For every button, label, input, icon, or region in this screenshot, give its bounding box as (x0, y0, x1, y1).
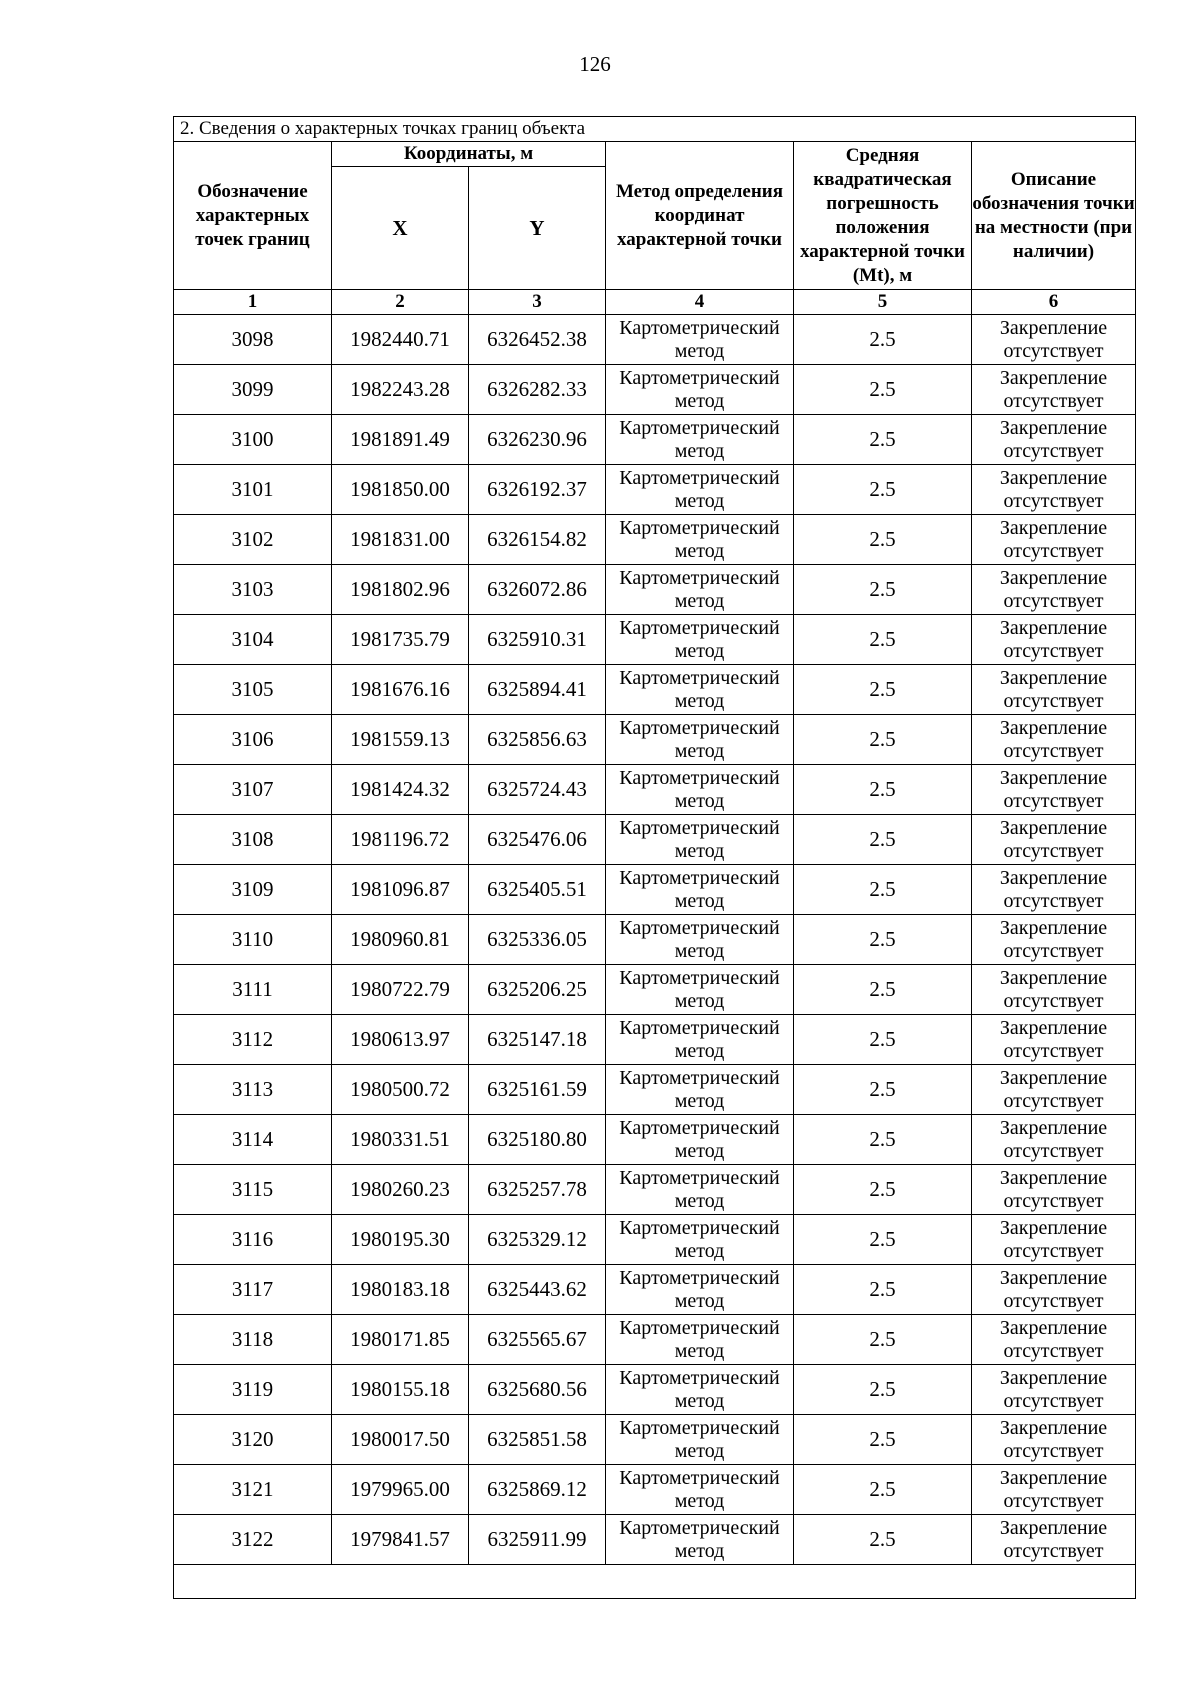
description-cell: Закрепление отсутствует (972, 1015, 1136, 1065)
error-cell: 2.5 (794, 1415, 972, 1465)
error-cell: 2.5 (794, 865, 972, 915)
point-cell: 3103 (174, 565, 332, 615)
point-cell: 3111 (174, 965, 332, 1015)
error-cell: 2.5 (794, 1065, 972, 1115)
y-coordinate-cell: 6325911.99 (469, 1515, 606, 1565)
y-coordinate-cell: 6325851.58 (469, 1415, 606, 1465)
method-cell: Картометрический метод (606, 365, 794, 415)
method-cell: Картометрический метод (606, 1465, 794, 1515)
y-coordinate-cell: 6326154.82 (469, 515, 606, 565)
method-cell: Картометрический метод (606, 1215, 794, 1265)
method-cell: Картометрический метод (606, 715, 794, 765)
table-row (174, 365, 1136, 415)
table-row (174, 1215, 1136, 1265)
method-cell: Картометрический метод (606, 965, 794, 1015)
description-cell: Закрепление отсутствует (972, 1315, 1136, 1365)
error-cell: 2.5 (794, 665, 972, 715)
y-coordinate-cell: 6326072.86 (469, 565, 606, 615)
point-cell: 3101 (174, 465, 332, 515)
y-coordinate-cell: 6325405.51 (469, 865, 606, 915)
error-cell: 2.5 (794, 965, 972, 1015)
table-row (174, 415, 1136, 465)
table-row (174, 315, 1136, 365)
method-cell: Картометрический метод (606, 1065, 794, 1115)
method-cell: Картометрический метод (606, 1415, 794, 1465)
header-error: Средняя квадратическая погрешность положения характерной точки (Mt), м (794, 142, 972, 290)
description-cell: Закрепление отсутствует (972, 1365, 1136, 1415)
y-coordinate-cell: 6325856.63 (469, 715, 606, 765)
error-cell: 2.5 (794, 565, 972, 615)
point-cell: 3121 (174, 1465, 332, 1515)
y-coordinate-cell: 6325476.06 (469, 815, 606, 865)
point-cell: 3112 (174, 1015, 332, 1065)
point-cell: 3100 (174, 415, 332, 465)
table-row (174, 615, 1136, 665)
y-coordinate-cell: 6326192.37 (469, 465, 606, 515)
table-row (174, 865, 1136, 915)
error-cell: 2.5 (794, 1015, 972, 1065)
method-cell: Картометрический метод (606, 315, 794, 365)
point-cell: 3113 (174, 1065, 332, 1115)
y-coordinate-cell: 6325257.78 (469, 1165, 606, 1215)
point-cell: 3120 (174, 1415, 332, 1465)
x-coordinate-cell: 1980960.81 (332, 915, 469, 965)
error-cell: 2.5 (794, 765, 972, 815)
table-row (174, 1165, 1136, 1215)
column-number: 5 (794, 290, 972, 315)
y-coordinate-cell: 6325910.31 (469, 615, 606, 665)
table-end-row (174, 1565, 1136, 1599)
table-row (174, 465, 1136, 515)
page-number: 126 (579, 52, 611, 76)
table-row (174, 1015, 1136, 1065)
description-cell: Закрепление отсутствует (972, 1215, 1136, 1265)
table-row (174, 715, 1136, 765)
y-coordinate-cell: 6325147.18 (469, 1015, 606, 1065)
x-coordinate-cell: 1982440.71 (332, 315, 469, 365)
error-cell: 2.5 (794, 1265, 972, 1315)
description-cell: Закрепление отсутствует (972, 515, 1136, 565)
method-cell: Картометрический метод (606, 465, 794, 515)
method-cell: Картометрический метод (606, 1365, 794, 1415)
table-row (174, 965, 1136, 1015)
error-cell: 2.5 (794, 715, 972, 765)
table-row (174, 915, 1136, 965)
description-cell: Закрепление отсутствует (972, 1265, 1136, 1315)
x-coordinate-cell: 1980183.18 (332, 1265, 469, 1315)
x-coordinate-cell: 1981196.72 (332, 815, 469, 865)
header-description: Описание обозначения точки на местности (при наличии) (972, 142, 1136, 290)
description-cell: Закрепление отсутствует (972, 1065, 1136, 1115)
header-x: X (332, 167, 469, 290)
method-cell: Картометрический метод (606, 915, 794, 965)
boundary-points-table (173, 116, 1136, 1599)
x-coordinate-cell: 1981891.49 (332, 415, 469, 465)
point-cell: 3106 (174, 715, 332, 765)
method-cell: Картометрический метод (606, 1315, 794, 1365)
x-coordinate-cell: 1981850.00 (332, 465, 469, 515)
x-coordinate-cell: 1980722.79 (332, 965, 469, 1015)
error-cell: 2.5 (794, 315, 972, 365)
description-cell: Закрепление отсутствует (972, 415, 1136, 465)
column-number: 4 (606, 290, 794, 315)
table-row (174, 1315, 1136, 1365)
error-cell: 2.5 (794, 1115, 972, 1165)
description-cell: Закрепление отсутствует (972, 865, 1136, 915)
y-coordinate-cell: 6326282.33 (469, 365, 606, 415)
error-cell: 2.5 (794, 1465, 972, 1515)
point-cell: 3116 (174, 1215, 332, 1265)
column-number: 1 (174, 290, 332, 315)
method-cell: Картометрический метод (606, 865, 794, 915)
description-cell: Закрепление отсутствует (972, 1115, 1136, 1165)
header-y: Y (469, 167, 606, 290)
table-row (174, 1365, 1136, 1415)
error-cell: 2.5 (794, 1515, 972, 1565)
description-cell: Закрепление отсутствует (972, 615, 1136, 665)
y-coordinate-cell: 6325443.62 (469, 1265, 606, 1315)
header-coordinates: Координаты, м (332, 142, 606, 167)
x-coordinate-cell: 1981802.96 (332, 565, 469, 615)
y-coordinate-cell: 6326230.96 (469, 415, 606, 465)
point-cell: 3115 (174, 1165, 332, 1215)
method-cell: Картометрический метод (606, 1265, 794, 1315)
x-coordinate-cell: 1980260.23 (332, 1165, 469, 1215)
point-cell: 3102 (174, 515, 332, 565)
method-cell: Картометрический метод (606, 765, 794, 815)
table-row (174, 665, 1136, 715)
y-coordinate-cell: 6325329.12 (469, 1215, 606, 1265)
y-coordinate-cell: 6325161.59 (469, 1065, 606, 1115)
description-cell: Закрепление отсутствует (972, 1165, 1136, 1215)
method-cell: Картометрический метод (606, 565, 794, 615)
x-coordinate-cell: 1981831.00 (332, 515, 469, 565)
y-coordinate-cell: 6325206.25 (469, 965, 606, 1015)
table-row (174, 515, 1136, 565)
x-coordinate-cell: 1980331.51 (332, 1115, 469, 1165)
error-cell: 2.5 (794, 415, 972, 465)
x-coordinate-cell: 1979841.57 (332, 1515, 469, 1565)
header-method: Метод определения координат характерной точки (606, 142, 794, 290)
x-coordinate-cell: 1981424.32 (332, 765, 469, 815)
point-cell: 3109 (174, 865, 332, 915)
x-coordinate-cell: 1980017.50 (332, 1415, 469, 1465)
column-number: 2 (332, 290, 469, 315)
x-coordinate-cell: 1982243.28 (332, 365, 469, 415)
point-cell: 3105 (174, 665, 332, 715)
error-cell: 2.5 (794, 465, 972, 515)
point-cell: 3118 (174, 1315, 332, 1365)
table-row (174, 765, 1136, 815)
empty-cell (174, 1565, 1136, 1599)
description-cell: Закрепление отсутствует (972, 1415, 1136, 1465)
table-row (174, 1065, 1136, 1115)
header-point: Обозначение характерных точек границ (174, 142, 332, 290)
x-coordinate-cell: 1981096.87 (332, 865, 469, 915)
description-cell: Закрепление отсутствует (972, 665, 1136, 715)
column-number: 3 (469, 290, 606, 315)
description-cell: Закрепление отсутствует (972, 965, 1136, 1015)
method-cell: Картометрический метод (606, 615, 794, 665)
error-cell: 2.5 (794, 1365, 972, 1415)
table-row (174, 1115, 1136, 1165)
y-coordinate-cell: 6325680.56 (469, 1365, 606, 1415)
error-cell: 2.5 (794, 915, 972, 965)
error-cell: 2.5 (794, 1215, 972, 1265)
column-number: 6 (972, 290, 1136, 315)
point-cell: 3110 (174, 915, 332, 965)
x-coordinate-cell: 1981735.79 (332, 615, 469, 665)
method-cell: Картометрический метод (606, 515, 794, 565)
table-row (174, 1415, 1136, 1465)
x-coordinate-cell: 1979965.00 (332, 1465, 469, 1515)
method-cell: Картометрический метод (606, 415, 794, 465)
point-cell: 3104 (174, 615, 332, 665)
x-coordinate-cell: 1980171.85 (332, 1315, 469, 1365)
x-coordinate-cell: 1981559.13 (332, 715, 469, 765)
description-cell: Закрепление отсутствует (972, 1465, 1136, 1515)
y-coordinate-cell: 6325565.67 (469, 1315, 606, 1365)
y-coordinate-cell: 6325894.41 (469, 665, 606, 715)
method-cell: Картометрический метод (606, 1115, 794, 1165)
table-row (174, 565, 1136, 615)
point-cell: 3114 (174, 1115, 332, 1165)
description-cell: Закрепление отсутствует (972, 815, 1136, 865)
point-cell: 3107 (174, 765, 332, 815)
method-cell: Картометрический метод (606, 1165, 794, 1215)
description-cell: Закрепление отсутствует (972, 365, 1136, 415)
method-cell: Картометрический метод (606, 665, 794, 715)
method-cell: Картометрический метод (606, 1015, 794, 1065)
x-coordinate-cell: 1981676.16 (332, 665, 469, 715)
y-coordinate-cell: 6325869.12 (469, 1465, 606, 1515)
section-caption: 2. Сведения о характерных точках границ объекта (174, 117, 1136, 142)
error-cell: 2.5 (794, 515, 972, 565)
table-row (174, 1465, 1136, 1515)
column-numbers-row (174, 290, 1136, 315)
method-cell: Картометрический метод (606, 815, 794, 865)
y-coordinate-cell: 6325336.05 (469, 915, 606, 965)
point-cell: 3119 (174, 1365, 332, 1415)
table-row (174, 1265, 1136, 1315)
x-coordinate-cell: 1980500.72 (332, 1065, 469, 1115)
error-cell: 2.5 (794, 1165, 972, 1215)
description-cell: Закрепление отсутствует (972, 315, 1136, 365)
point-cell: 3098 (174, 315, 332, 365)
table-row (174, 815, 1136, 865)
point-cell: 3099 (174, 365, 332, 415)
description-cell: Закрепление отсутствует (972, 1515, 1136, 1565)
x-coordinate-cell: 1980155.18 (332, 1365, 469, 1415)
table-body (174, 315, 1136, 1565)
point-cell: 3117 (174, 1265, 332, 1315)
table-row (174, 1515, 1136, 1565)
x-coordinate-cell: 1980613.97 (332, 1015, 469, 1065)
method-cell: Картометрический метод (606, 1515, 794, 1565)
point-cell: 3108 (174, 815, 332, 865)
description-cell: Закрепление отсутствует (972, 715, 1136, 765)
y-coordinate-cell: 6326452.38 (469, 315, 606, 365)
point-cell: 3122 (174, 1515, 332, 1565)
description-cell: Закрепление отсутствует (972, 915, 1136, 965)
y-coordinate-cell: 6325724.43 (469, 765, 606, 815)
error-cell: 2.5 (794, 615, 972, 665)
error-cell: 2.5 (794, 815, 972, 865)
y-coordinate-cell: 6325180.80 (469, 1115, 606, 1165)
description-cell: Закрепление отсутствует (972, 565, 1136, 615)
description-cell: Закрепление отсутствует (972, 765, 1136, 815)
x-coordinate-cell: 1980195.30 (332, 1215, 469, 1265)
error-cell: 2.5 (794, 1315, 972, 1365)
error-cell: 2.5 (794, 365, 972, 415)
description-cell: Закрепление отсутствует (972, 465, 1136, 515)
